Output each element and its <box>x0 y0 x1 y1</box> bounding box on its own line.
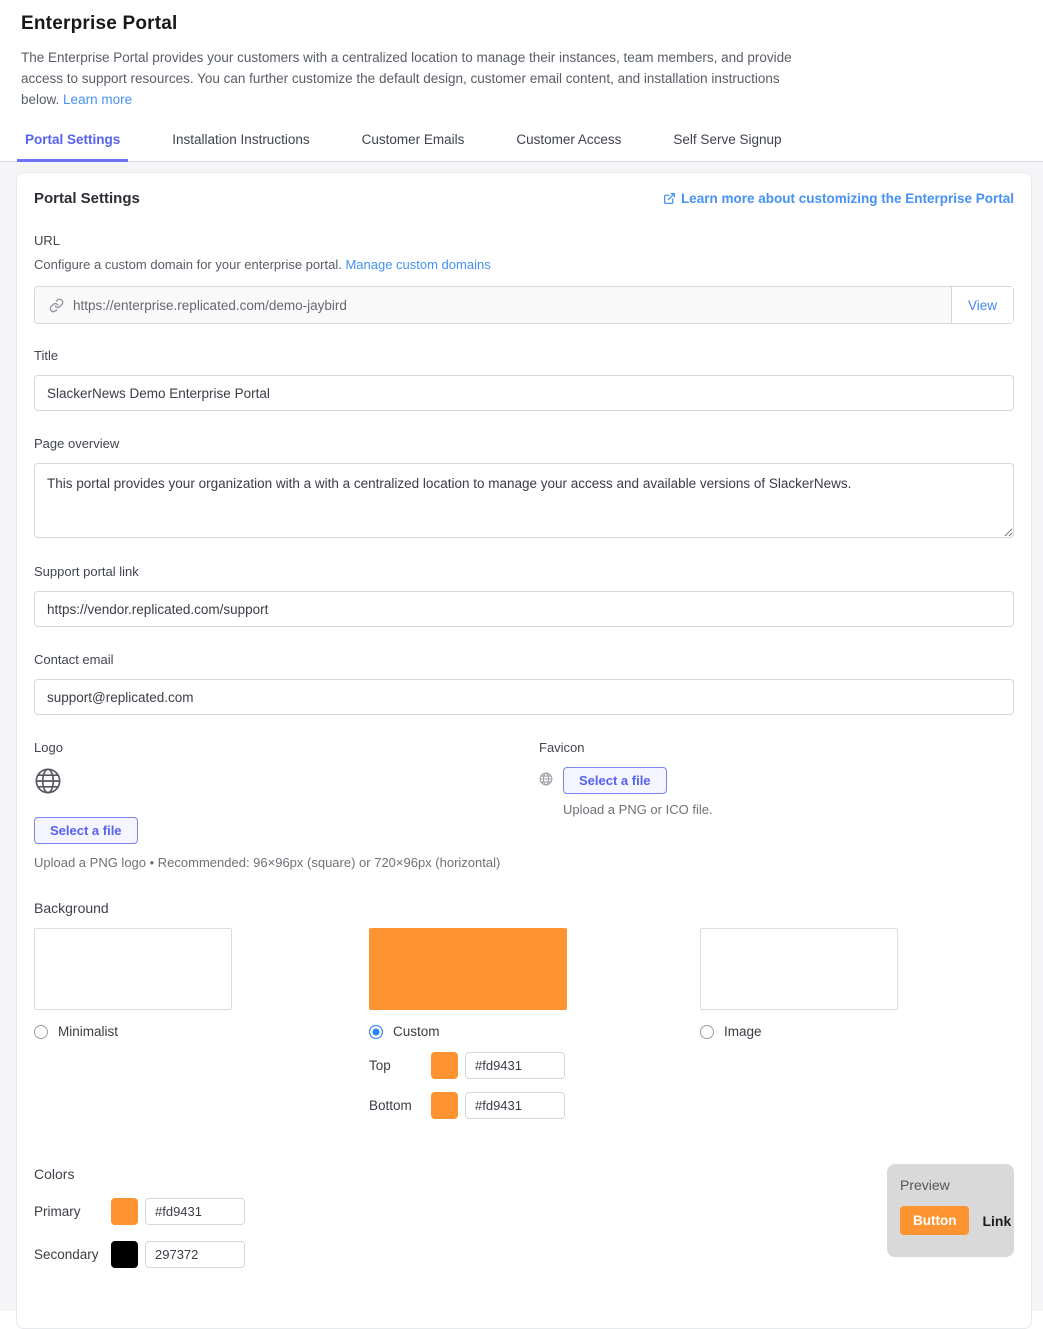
colors-label: Colors <box>34 1166 75 1182</box>
primary-color-label: Primary <box>34 1204 81 1219</box>
logo-section <box>34 715 539 870</box>
page-title: Enterprise Portal <box>21 13 178 34</box>
contact-email-input[interactable] <box>34 679 1014 715</box>
learn-more-link[interactable]: Learn more <box>63 92 133 107</box>
bottom-color-input[interactable] <box>465 1092 565 1119</box>
top-color-label: Top <box>369 1058 391 1073</box>
portal-settings-card <box>16 172 1032 1329</box>
preview-button[interactable]: Button <box>900 1206 969 1235</box>
custom-preview-box[interactable] <box>369 928 567 1010</box>
preview-panel <box>887 1164 1014 1257</box>
secondary-color-row <box>34 1241 1014 1268</box>
secondary-color-swatch[interactable] <box>111 1241 138 1268</box>
tab-customer-access[interactable]: Customer Access <box>516 132 622 147</box>
image-radio-label: Image <box>724 1024 762 1039</box>
minimalist-radio[interactable] <box>34 1025 48 1039</box>
logo-label: Logo <box>34 740 63 755</box>
logo-select-file-button[interactable]: Select a file <box>34 817 138 844</box>
background-label: Background <box>34 900 109 916</box>
primary-color-row <box>34 1198 1014 1225</box>
page-header <box>0 0 1043 110</box>
logo-help-text: Upload a PNG logo • Recommended: 96×96px (square) or 720×96px (horizontal) <box>34 855 501 870</box>
link-icon <box>49 298 64 313</box>
page-overview-textarea[interactable] <box>34 463 1014 538</box>
favicon-select-file-button[interactable]: Select a file <box>563 767 667 794</box>
favicon-help-text: Upload a PNG or ICO file. <box>563 802 713 817</box>
secondary-color-label: Secondary <box>34 1247 99 1262</box>
background-option-minimalist <box>34 928 234 1039</box>
title-label: Title <box>34 348 59 363</box>
customize-docs-link[interactable] <box>663 191 1014 206</box>
title-input[interactable] <box>34 375 1014 411</box>
image-preview-box[interactable] <box>700 928 898 1010</box>
top-color-input[interactable] <box>465 1052 565 1079</box>
image-radio[interactable] <box>700 1025 714 1039</box>
minimalist-radio-label: Minimalist <box>58 1024 119 1039</box>
support-portal-link-input[interactable] <box>34 591 1014 627</box>
page-overview-label: Page overview <box>34 436 120 451</box>
portal-url-input[interactable] <box>73 298 937 313</box>
bottom-color-swatch[interactable] <box>431 1092 458 1119</box>
globe-icon <box>34 767 62 795</box>
minimalist-preview-box[interactable] <box>34 928 232 1010</box>
primary-color-input[interactable] <box>145 1198 245 1225</box>
tab-portal-settings[interactable]: Portal Settings <box>21 124 124 161</box>
support-portal-link-label: Support portal link <box>34 564 139 579</box>
view-button[interactable]: View <box>951 287 1013 323</box>
url-help <box>34 257 1014 272</box>
page-body <box>0 162 1043 1311</box>
favicon-section <box>539 715 1014 870</box>
custom-radio[interactable] <box>369 1025 383 1039</box>
colors-section <box>34 1166 1014 1268</box>
customize-docs-link-label: Learn more about customizing the Enterprise Portal <box>680 191 1014 206</box>
contact-email-label: Contact email <box>34 652 114 667</box>
manage-custom-domains-link[interactable]: Manage custom domains <box>345 257 491 272</box>
tab-customer-emails[interactable]: Customer Emails <box>361 132 465 147</box>
external-link-icon <box>663 192 676 205</box>
url-input-group <box>34 286 1014 324</box>
background-option-image <box>700 928 900 1039</box>
preview-label: Preview <box>900 1177 950 1193</box>
page-description <box>21 47 811 110</box>
background-option-custom <box>369 928 569 1119</box>
url-label: URL <box>34 233 61 248</box>
favicon-globe-icon <box>539 772 553 786</box>
card-title: Portal Settings <box>34 190 140 207</box>
favicon-label: Favicon <box>539 740 585 755</box>
page-description-text: The Enterprise Portal provides your customers with a centralized location to manage their instances, team members, and provide access to support resources. You can further customize the default design, customer email content, and installation instructions below. <box>21 50 792 107</box>
bottom-color-label: Bottom <box>369 1098 412 1113</box>
tab-self-serve-signup[interactable]: Self Serve Signup <box>673 132 782 147</box>
media-row <box>34 715 1014 870</box>
preview-link[interactable]: Link <box>982 1212 1012 1229</box>
custom-radio-label: Custom <box>393 1024 440 1039</box>
tab-installation-instructions[interactable]: Installation Instructions <box>172 132 310 147</box>
primary-color-swatch[interactable] <box>111 1198 138 1225</box>
top-color-swatch[interactable] <box>431 1052 458 1079</box>
tab-bar <box>0 124 1043 162</box>
url-help-text: Configure a custom domain for your enterprise portal. <box>34 257 342 272</box>
secondary-color-input[interactable] <box>145 1241 245 1268</box>
